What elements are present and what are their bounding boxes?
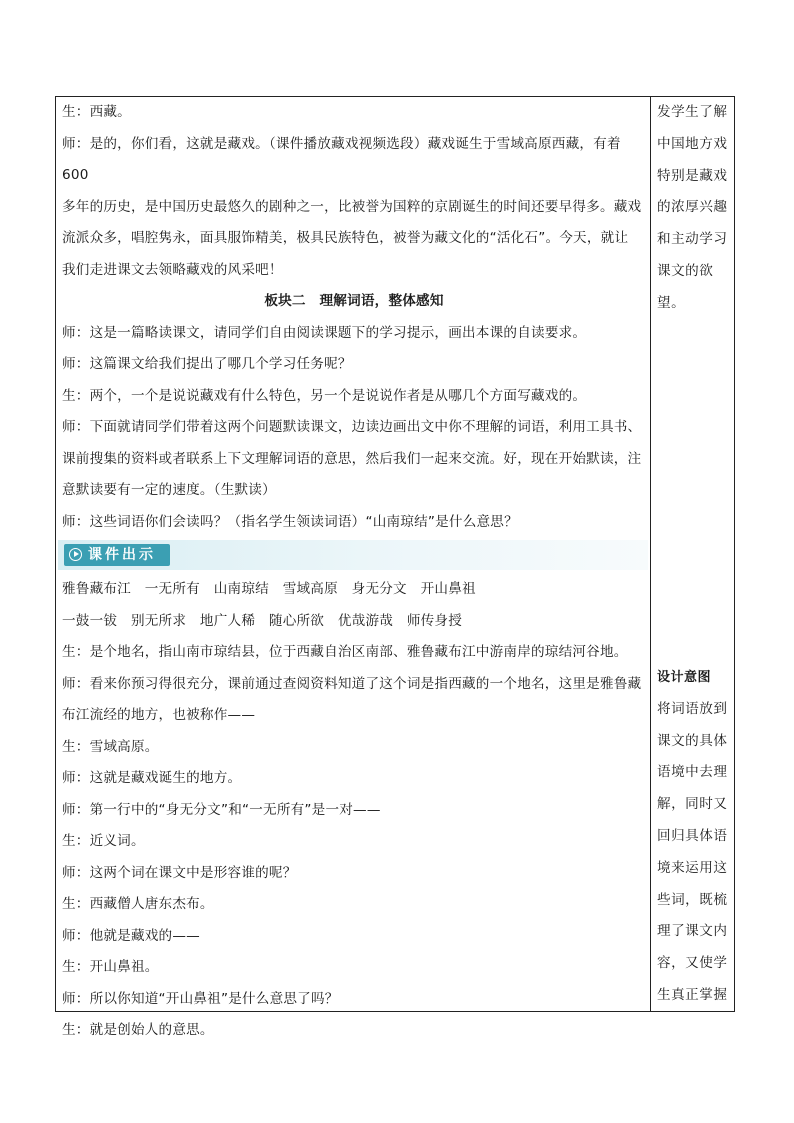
- text-line: 生：开山鼻祖。: [62, 959, 159, 975]
- text-line: 师：所以你知道“开山鼻祖”是什么意思了吗？: [62, 990, 339, 1007]
- side-line: 的浓厚兴趣: [657, 199, 728, 216]
- text-line: 师：这篇课文给我们提出了哪几个学习任务呢？: [62, 356, 352, 372]
- side-line: 课文的欲望。: [657, 262, 714, 311]
- side-line: 发学生了解: [657, 104, 728, 120]
- side-line: 和主动学习: [657, 231, 728, 248]
- text-line: 师：是的，你们看，这就是藏戏。（课件播放藏戏视频选段）藏戏诞生于雪域高原西藏，有着 600: [62, 135, 621, 183]
- side-line: 容，又使学: [657, 955, 728, 972]
- text-line: 流派众多，唱腔隽永，面具服饰精美，极具民族特色，被誉为藏文化的“活化石”。今天，就让: [62, 230, 629, 246]
- side-line: 特别是藏戏: [657, 167, 728, 184]
- text-line: 生：就是创始人的意思。: [62, 1022, 214, 1038]
- side-notes-top: [657, 97, 735, 320]
- side-line: 语境中去理: [657, 764, 728, 781]
- side-line: 些词，既梳: [657, 891, 728, 908]
- side-line: 境来运用这: [657, 859, 728, 876]
- side-line: 回归具体语: [657, 827, 728, 844]
- text-line: 课前搜集的资料或者联系上下文理解词语的意思，然后我们一起来交流。好，现在开始默读，注: [62, 450, 642, 467]
- column-divider: [650, 97, 651, 1011]
- text-line: 生：西藏僧人唐东杰布。: [62, 896, 214, 912]
- courseware-label: 课件出示: [88, 547, 156, 563]
- lesson-main-column: [62, 97, 646, 1047]
- side-line: 生真正掌握: [657, 986, 728, 1003]
- word-list-line: 雅鲁藏布江 一无所有 山南琼结 雪域高原 身无分文 开山鼻祖: [62, 581, 476, 597]
- text-line: 生：雪域高原。: [62, 738, 159, 755]
- side-line: 解，同时又: [657, 796, 728, 813]
- section-heading: 板块二 理解词语，整体感知: [264, 293, 444, 309]
- design-intent-heading: 设计意图: [657, 670, 712, 685]
- text-line: 师：这两个词在课文中是形容谁的呢？: [62, 864, 297, 881]
- courseware-tag: [64, 544, 170, 566]
- text-line: 师：看来你预习得很充分，课前通过查阅资料知道了这个词是指西藏的一个地名，这里是雅鲁藏: [62, 675, 642, 692]
- play-icon: [69, 548, 82, 561]
- side-line: 课文的具体: [657, 732, 728, 749]
- word-list-line: 一鼓一钹 别无所求 地广人稀 随心所欲 优哉游哉 师传身授: [62, 612, 463, 629]
- side-line: 理了课文内: [657, 923, 728, 940]
- courseware-banner: [58, 540, 648, 570]
- text-line: 布江流经的地方，也被称作——: [62, 707, 256, 723]
- text-line: 师：他就是藏戏的——: [62, 927, 200, 944]
- side-notes-design-intent: [657, 662, 735, 1012]
- text-line: 生：是个地名，指山南市琼结县，位于西藏自治区南部、雅鲁藏布江中游南岸的琼结河谷地。: [62, 644, 628, 660]
- text-line: 师：第一行中的“身无分文”和“一无所有”是一对——: [62, 801, 381, 818]
- text-line: 生：近义词。: [62, 833, 145, 849]
- side-line: 中国地方戏: [657, 135, 728, 152]
- side-line: 将词语放到: [657, 700, 728, 717]
- text-line: 意默读要有一定的速度。（生默读）: [62, 482, 276, 498]
- text-line: 我们走进课文去领略藏戏的风采吧！: [62, 261, 283, 278]
- text-line: 多年的历史，是中国历史最悠久的剧种之一，比被誉为国粹的京剧诞生的时间还要早得多。藏戏: [62, 198, 642, 215]
- text-line: 生：两个，一个是说说藏戏有什么特色，另一个是说说作者是从哪几个方面写藏戏的。: [62, 387, 587, 404]
- text-line: 师：这是一篇略读课文，请同学们自由阅读课题下的学习提示，画出本课的自读要求。: [62, 324, 587, 341]
- text-line: 师：下面就请同学们带着这两个问题默读课文，边读边画出文中你不理解的词语，利用工具书、: [62, 419, 642, 435]
- text-line: 师：这就是藏戏诞生的地方。: [62, 770, 242, 786]
- text-line: 生：西藏。: [62, 104, 131, 120]
- text-line: 师：这些词语你们会读吗？（指名学生领读词语）“山南琼结”是什么意思？: [62, 513, 518, 530]
- lesson-table: [55, 96, 735, 1038]
